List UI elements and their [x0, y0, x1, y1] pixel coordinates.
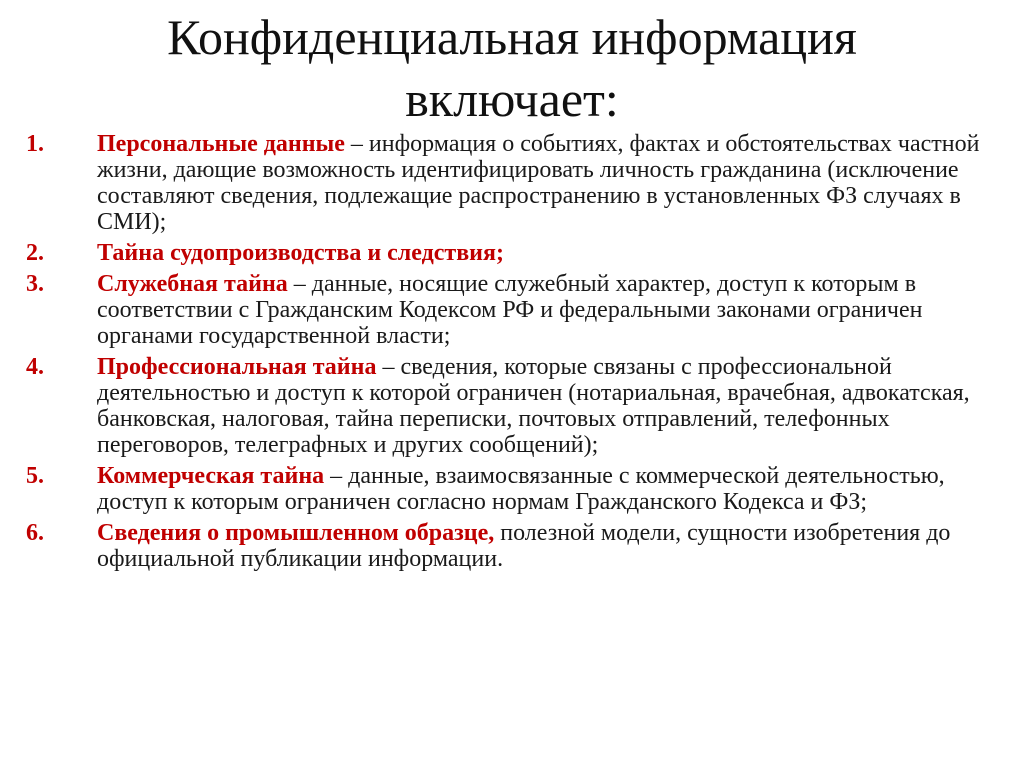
list-item-personal-data [26, 131, 986, 235]
list-item-term: Коммерческая тайна [97, 463, 325, 489]
list-item-text: – данные, носящие служебный характер, доступ к которым в соответствии с Гражданским Кодексом РФ и федеральными законами ограничен органами государственной власти; [97, 271, 923, 349]
list-item-text: – данные, взаимосвязанные с коммерческой деятельностью, доступ к которым ограничен согласно нормам Гражданского Кодекса и ФЗ; [97, 463, 945, 515]
list-item-term: Профессиональная тайна [97, 354, 377, 380]
list-item-number: 5. [26, 463, 44, 489]
list-item-term: Тайна судопроизводства и следствия; [97, 240, 504, 266]
list-item-text: – информация о событиях, фактах и обстоятельствах частной жизни, дающие возможность идентифицировать личность гражданина (исключение составляют сведения, подлежащие распространению в установленных ФЗ случаях в СМИ); [97, 131, 980, 235]
list-item-industrial-design [26, 520, 986, 572]
info-list [26, 131, 986, 577]
list-item-court-secrecy [26, 240, 986, 266]
list-item-text: полезной модели, сущности изобретения до официальной публикации информации. [97, 520, 951, 572]
slide-title [0, 6, 1024, 130]
slide-title-line-2: включает: [405, 71, 619, 127]
list-item-number: 1. [26, 131, 44, 157]
list-item-professional-secret [26, 354, 986, 458]
list-item-text: – сведения, которые связаны с профессиональной деятельностью и доступ к которой ограничен (нотариальная, врачебная, адвокатская, банковская, налоговая, тайна переписки, почтовых отправлений, телефонных переговоров, телеграфных и других сообщений); [97, 354, 970, 458]
list-item-official-secret [26, 271, 986, 349]
list-item-term: Сведения о промышленном образце, [97, 520, 495, 546]
list-item-number: 4. [26, 354, 44, 380]
list-item-term: Персональные данные [97, 131, 345, 157]
list-item-number: 3. [26, 271, 44, 297]
list-item-number: 6. [26, 520, 44, 546]
list-item-commercial-secret [26, 463, 986, 515]
slide-title-line-1: Конфиденциальная информация [167, 9, 857, 65]
list-item-number: 2. [26, 240, 44, 266]
list-item-term: Служебная тайна [97, 271, 288, 297]
